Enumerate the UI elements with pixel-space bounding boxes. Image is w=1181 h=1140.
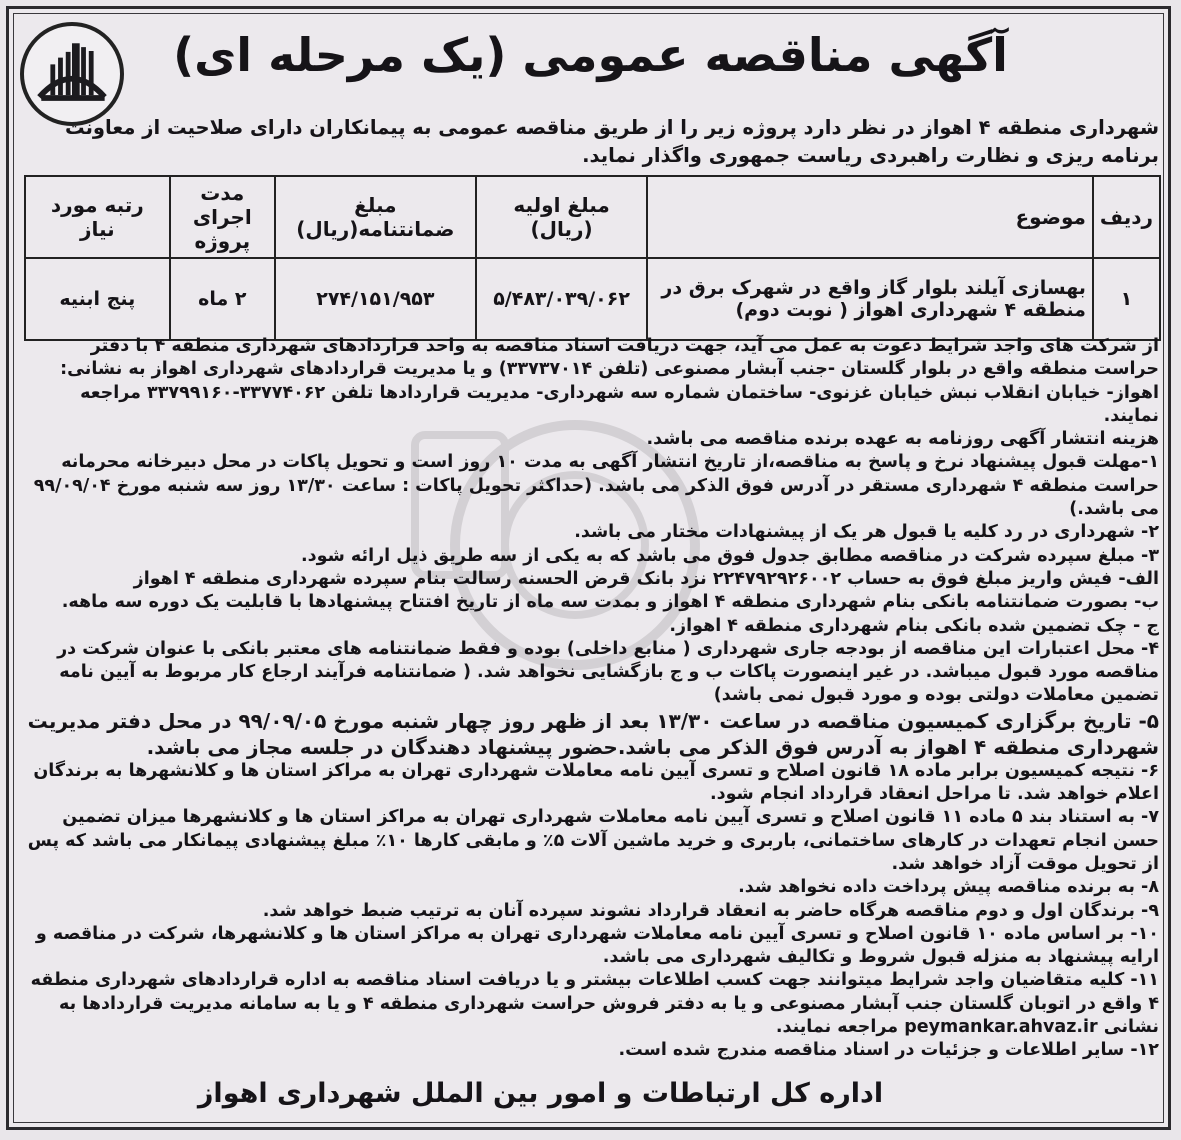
cell-subject: بهسازی آیلند بلوار گاز واقع در شهرک برق در منطقه ۴ شهرداری اهواز ( نوبت دوم)	[647, 258, 1092, 340]
cell-rank: پنج ابنیه	[25, 258, 170, 340]
header-duration: مدت اجرای پروژه	[170, 176, 275, 258]
paragraph-item-7: ۷- به استناد بند ۵ ماده ۱۱ قانون اصلاح و تسری آیین نامه معاملات شهرداری تهران به مراکز استان ها و کلانشهرها میزان تضمین حسن انجام تعهدات در کارهای ساختمانی، باربری و خرید ماشین آلات ۵٪ و مابقی کارها ۱۰٪ مبلغ پیشنهادی پیمانکار می باشد که پس از تحویل موقت آزاد خواهد شد.	[27, 807, 1159, 874]
cell-guarantee: ۲۷۴/۱۵۱/۹۵۳	[275, 258, 476, 340]
intro-paragraph: شهرداری منطقه ۴ اهواز در نظر دارد پروژه زیر را از طریق مناقصه عمومی به پیمانکاران دارای صلاحیت از معاونت برنامه ریزی و نظارت راهبردی ریاست جمهوری واگذار نماید.	[64, 116, 1159, 167]
header-guarantee: مبلغ ضمانتنامه(ریال)	[275, 176, 476, 258]
header-rank: رتبه مورد نیاز	[25, 176, 170, 258]
paragraph-item-3b: ب- بصورت ضمانتنامه بانکی بنام شهرداری منطقه ۴ اهواز و بمدت سه ماه از تاریخ افتتاح پیشنهادها با قابلیت یک دوره سه ماهه.	[61, 592, 1159, 613]
paragraph-item-4: ۴- محل اعتبارات این مناقصه از بودجه جاری شهرداری ( منابع داخلی) بوده و فقط ضمانتنامه های معتبر بانکی با عنوان شرکت در مناقصه مورد قبول میباشد. در غیر اینصورت پاکات ب و ج بازگشایی نخواهد شد. ( ضمانتنامه فرآیند ارجاع کار مربوط به آیین نامه تضمین معاملات دولتی بوده و مورد قبول نمی باشد)	[57, 638, 1159, 706]
header-row-number: ردیف	[1093, 176, 1160, 258]
paragraph-item-12: ۱۲- سایر اطلاعات و جزئیات در اسناد مناقصه مندرج شده است.	[618, 1040, 1159, 1061]
paragraph-item-1: ۱-مهلت قبول پیشنهاد نرخ و پاسخ به مناقصه،از تاریخ انتشار آگهی به مدت ۱۰ روز است و تحویل پاکات در محل دبیرخانه محرمانه حراست منطقه ۴ شهرداری مستقر در آدرس فوق الذکر می باشد. (حداکثر تحویل پاکات : ساعت ۱۳/۳۰ روز سه شنبه مورخ ۹۹/۰۹/۰۴ می باشد.)	[33, 452, 1159, 520]
page-title: آگهی مناقصه عمومی (یک مرحله ای)	[173, 28, 1008, 82]
cell-row-number: ۱	[1093, 258, 1160, 340]
paragraph-item-2: ۲- شهرداری در رد کلیه یا قبول هر یک از پیشنهادات مختار می باشد.	[574, 522, 1159, 543]
header-initial-amount: مبلغ اولیه (ریال)	[476, 176, 648, 258]
header-subject: موضوع	[647, 176, 1092, 258]
paragraph-item-6: ۶- نتیجه کمیسیون برابر ماده ۱۸ قانون اصلاح و تسری آیین نامه معاملات شهرداری تهران به مراکز استان ها و کلانشهرها به برندگان اعلام خواهد شد. تا مراحل انعقاد قرارداد انجام شود.	[33, 760, 1159, 805]
paragraph-invitation: از شرکت های واجد شرایط دعوت به عمل می آید، جهت دریافت اسناد مناقصه به واحد قراردادهای شهرداری منطقه ۴ با دفتر حراست منطقه واقع در بلوار گلستان -جنب آبشار مصنوعی (تلفن ۳۳۷۳۷۰۱۴) و یا مدیریت قراردادهای شهرداری اهواز به نشانی: اهواز- خیابان انقلاب نبش خیابان غزنوی- ساختمان شماره سه شهرداری- مدیریت قراردادها تلفن ۳۳۷۷۴۰۶۲-۳۳۷۹۹۱۶۰ مراجعه نمایند.	[60, 336, 1159, 426]
paragraph-item-3c: ج - چک تضمین شده بانکی بنام شهرداری منطقه ۴ اهواز.	[669, 615, 1159, 636]
table-row	[25, 258, 1160, 340]
paragraph-item-8: ۸- به برنده مناقصه پیش پرداخت داده نخواهد شد.	[738, 877, 1159, 898]
paragraph-item-5: ۵- تاریخ برگزاری کمیسیون مناقصه در ساعت ۱۳/۳۰ بعد از ظهر روز چهار شنبه مورخ ۹۹/۰۹/۰۵ در محل دفتر مدیریت شهرداری منطقه ۴ اهواز به آدرس فوق الذکر می باشد.حضور پیشنهاد دهندگان در جلسه مجاز می باشد.	[27, 708, 1159, 759]
table-header-row	[25, 176, 1160, 258]
conditions-body	[22, 335, 1159, 1063]
paragraph-item-10: ۱۰- بر اساس ماده ۱۰ قانون اصلاح و تسری آیین نامه معاملات شهرداری تهران به مراکز استان ها و کلانشهرها، شرکت در مناقصه و ارایه پیشنهاد به منزله قبول شروط و تکالیف شهرداری می باشد.	[35, 923, 1159, 968]
paragraph-item-9: ۹- برندگان اول و دوم مناقصه هرگاه حاضر به انعقاد قرارداد نشوند سپرده آنان به ترتیب ضبط خواهد شد.	[262, 900, 1159, 921]
paragraph-item-11: ۱۱- کلیه متقاضیان واجد شرایط میتوانند جهت کسب اطلاعات بیشتر و یا دریافت اسناد مناقصه به اداره قراردادهای شهرداری منطقه ۴ واقع در اتوبان گلستان جنب آبشار مصنوعی و یا به دفتر فروش حراست شهرداری منطقه ۴ و یا به سامانه مدیریت قراردادها به نشانی peymankar.ahvaz.ir مراجعه نمایند.	[30, 970, 1159, 1038]
cell-initial-amount: ۵/۴۸۳/۰۳۹/۰۶۲	[476, 258, 648, 340]
cell-duration: ۲ ماه	[170, 258, 275, 340]
footer-signature: اداره کل ارتباطات و امور بین الملل شهرداری اهواز	[197, 1078, 884, 1109]
paragraph-item-3a: الف- فیش واریز مبلغ فوق به حساب ۲۲۴۷۹۲۹۲۶۰۰۲ نزد بانک قرض الحسنه رسالت بنام سپرده شهرداری منطقه ۴ اهواز	[133, 568, 1159, 589]
ahvaz-bridge-emblem-icon	[20, 22, 124, 126]
paragraph-item-3: ۳- مبلغ سپرده شرکت در مناقصه مطابق جدول فوق می باشد که به یکی از سه طریق ذیل ارائه شود.	[301, 545, 1159, 566]
tender-table	[24, 175, 1161, 341]
paragraph-ad-cost: هزینه انتشار آگهی روزنامه به عهده برنده مناقصه می باشد.	[646, 429, 1159, 450]
